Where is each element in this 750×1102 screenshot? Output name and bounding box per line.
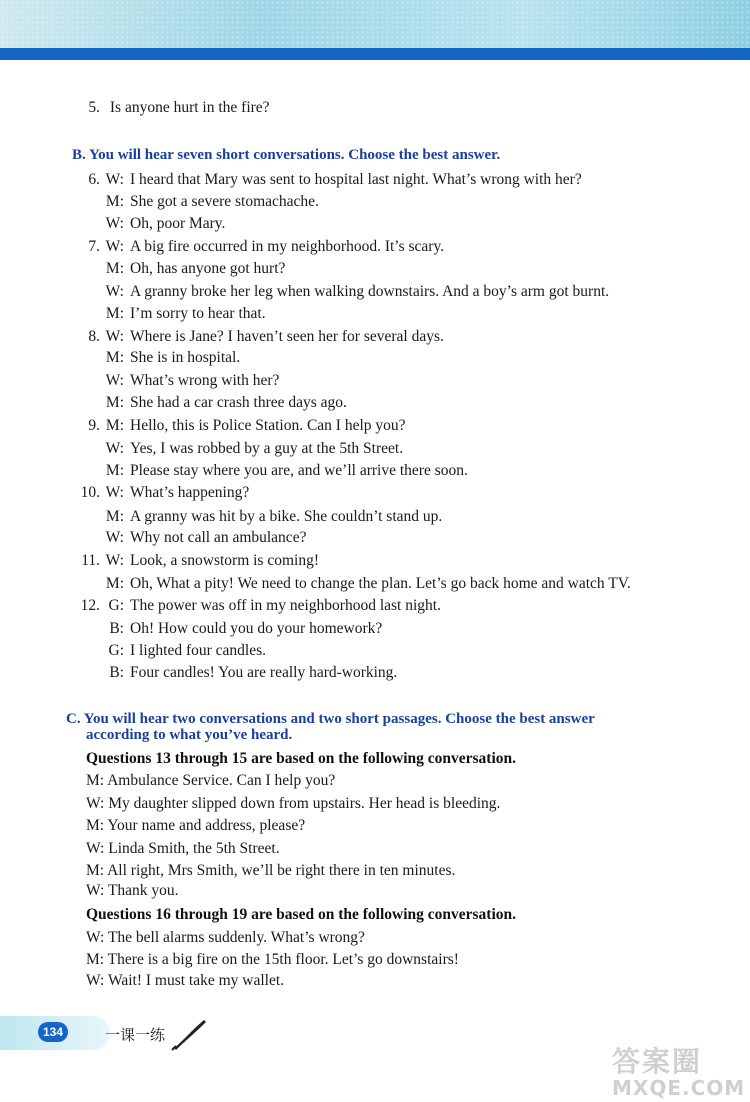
line-text: I heard that Mary was sent to hospital last night. What’s wrong with her? [130,171,582,188]
line-text: Why not call an ambulance? [130,529,307,546]
speaker: W: [105,283,124,300]
section-b-heading: B. You will hear seven short conversations. Choose the best answer. [72,147,501,163]
speaker: M: [105,575,124,592]
speaker: W: [105,238,124,255]
speaker: M: [105,260,124,277]
page-number: 134 [38,1022,68,1042]
dialogue-line [60,348,240,368]
dialogue-line [60,528,306,548]
line-text: She got a severe stomachache. [130,193,319,210]
dialogue-line [60,170,582,190]
speaker: B: [109,664,124,681]
line-text: She had a car crash three days ago. [130,394,347,411]
speaker: W: [105,171,124,188]
line-text: I’m sorry to hear that. [130,305,266,322]
line-text: Yes, I was robbed by a guy at the 5th Street. [130,440,404,457]
watermark [612,1040,746,1100]
line-text: The power was off in my neighborhood last night. [130,597,441,614]
dialogue-line: M: Your name and address, please? [86,817,306,834]
dialogue-line: W: Thank you. [86,882,179,899]
dialogue-line: W: Wait! I must take my wallet. [86,972,285,989]
dialogue-line [60,282,609,302]
line-text: Four candles! You are really hard-working. [130,664,398,681]
dialogue-line [60,663,397,683]
section-c-heading-cont: according to what you’ve heard. [86,727,293,743]
dialogue-line [60,214,225,234]
dialogue-line [60,416,406,436]
line-text: What’s wrong with her? [130,372,280,389]
question-text: Is anyone hurt in the fire? [109,99,270,116]
speaker: W: [105,328,124,345]
speaker: M: [105,462,124,479]
dialogue-line [60,304,266,324]
question-number: 5. [88,99,100,116]
dialogue-line [60,641,266,661]
line-text: Where is Jane? I haven’t seen her for several days. [130,328,444,345]
section-c-heading: C. You will hear two conversations and two short passages. Choose the best answer [66,711,595,727]
line-number: 7. [88,238,100,255]
header-band [0,0,750,48]
questions-13-15-heading: Questions 13 through 15 are based on the following conversation. [86,750,517,767]
speaker: W: [105,484,124,501]
footer-brand: 一课一练 [105,1026,166,1044]
header-rule [0,48,750,60]
line-number: 9. [88,417,100,434]
dialogue-line: W: Linda Smith, the 5th Street. [86,840,280,857]
dialogue-line [60,192,319,212]
watermark-bottom: MXQE.COM [612,1076,746,1100]
speaker: M: [105,394,124,411]
dialogue-line: M: There is a big fire on the 15th floor. Let’s go downstairs! [86,951,459,968]
speaker: G: [108,597,124,614]
dialogue-line [60,461,468,481]
line-text: Oh, has anyone got hurt? [130,260,286,277]
dialogue-line [60,393,347,413]
speaker: W: [105,529,124,546]
line-number: 6. [88,171,100,188]
dialogue-line [60,439,403,459]
line-text: Oh, What a pity! We need to change the plan. Let’s go back home and watch TV. [130,575,631,592]
dialogue-line [60,371,279,391]
dialogue-line [60,551,319,571]
dialogue-line [60,483,249,503]
question-5 [60,98,270,118]
dialogue-line [60,596,441,616]
dialogue-line [60,574,631,594]
line-text: Oh! How could you do your homework? [130,620,383,637]
dialogue-line [60,327,444,347]
speaker: M: [105,417,124,434]
line-text: A granny was hit by a bike. She couldn’t stand up. [130,508,443,525]
speaker: M: [105,305,124,322]
line-text: Please stay where you are, and we’ll arrive there soon. [130,462,468,479]
dialogue-line [60,619,382,639]
speaker: W: [105,440,124,457]
dialogue-line [60,507,442,527]
speaker: G: [108,642,124,659]
line-text: A big fire occurred in my neighborhood. It’s scary. [130,238,445,255]
line-number: 11. [81,552,100,569]
questions-16-19-heading: Questions 16 through 19 are based on the following conversation. [86,906,517,923]
speaker: W: [105,372,124,389]
speaker: W: [105,552,124,569]
pen-icon [170,1016,210,1052]
line-text: Look, a snowstorm is coming! [130,552,319,569]
speaker: M: [105,349,124,366]
dialogue-line: W: My daughter slipped down from upstairs. Her head is bleeding. [86,795,501,812]
line-text: Oh, poor Mary. [130,215,226,232]
line-number: 8. [88,328,100,345]
line-text: A granny broke her leg when walking downstairs. And a boy’s arm got burnt. [130,283,610,300]
line-text: She is in hospital. [130,349,241,366]
line-number: 12. [80,597,100,614]
dialogue-line: M: Ambulance Service. Can I help you? [86,772,336,789]
line-number: 10. [80,484,100,501]
speaker: W: [105,215,124,232]
dialogue-line: M: All right, Mrs Smith, we’ll be right there in ten minutes. [86,862,456,879]
line-text: Hello, this is Police Station. Can I help you? [130,417,406,434]
dialogue-line [60,259,285,279]
speaker: B: [109,620,124,637]
speaker: M: [105,508,124,525]
line-text: What’s happening? [130,484,250,501]
dialogue-line [60,237,444,257]
watermark-top: 答案圈 [612,1045,703,1078]
speaker: M: [105,193,124,210]
line-text: I lighted four candles. [130,642,267,659]
dialogue-line: W: The bell alarms suddenly. What’s wrong? [86,929,365,946]
